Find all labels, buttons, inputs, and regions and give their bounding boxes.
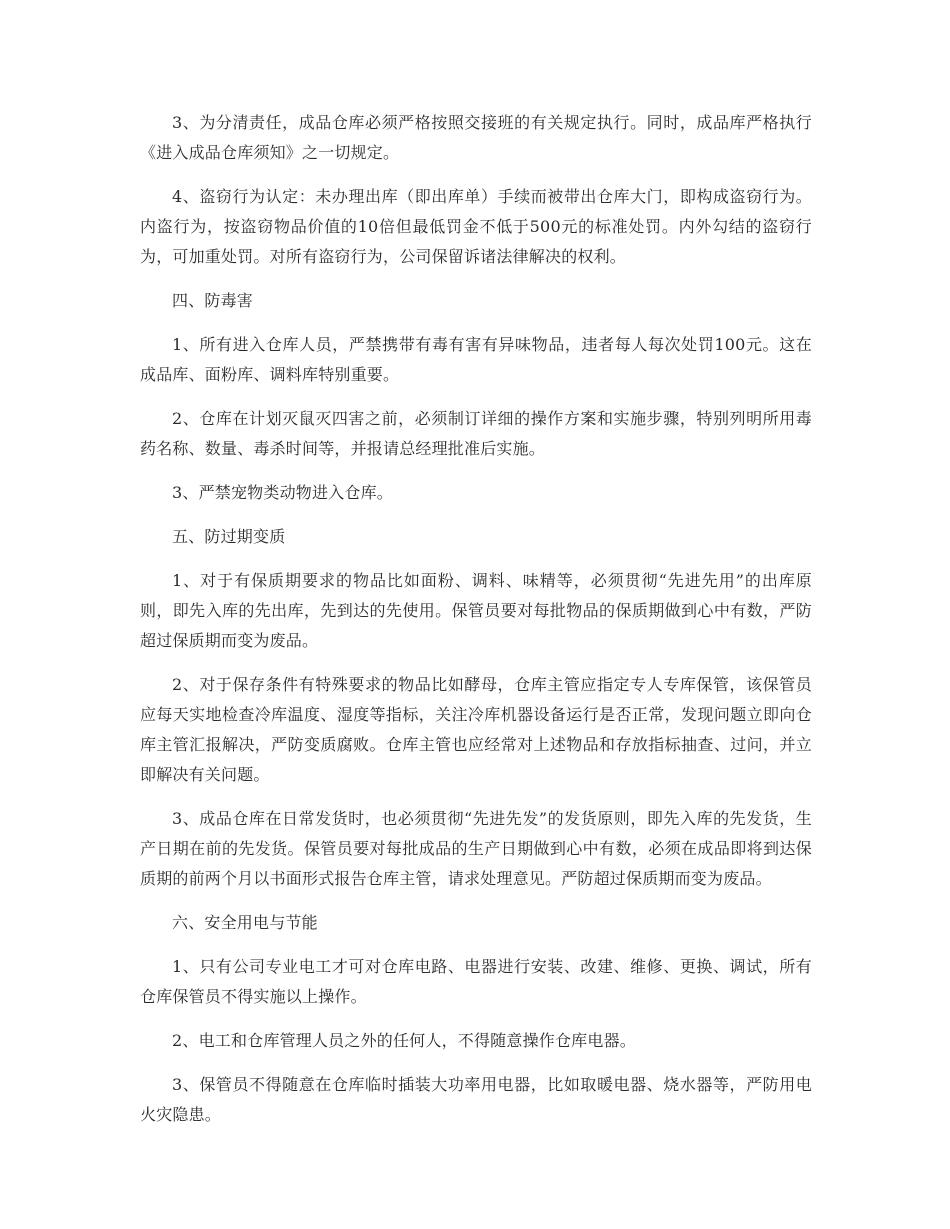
paragraph: 2、仓库在计划灭鼠灭四害之前，必须制订详细的操作方案和实施步骤，特别列明所用毒药名称、数量、毒杀时间等，并报请总经理批准后实施。 [140,409,812,458]
paragraph: 1、对于有保质期要求的物品比如面粉、调料、味精等，必须贯彻“先进先用”的出库原则，即先入库的先出库，先到达的先使用。保管员要对每批物品的保质期做到心中有数，严防超过保质期而变为废品。 [140,571,812,650]
paragraph: 2、对于保存条件有特殊要求的物品比如酵母，仓库主管应指定专人专库保管，该保管员应每天实地检查冷库温度、湿度等指标，关注冷库机器设备运行是否正常，发现问题立即向仓库主管汇报解决，严防变质腐败。仓库主管也应经常对上述物品和存放指标抽查、过问，并立即解决有关问题。 [140,675,812,784]
paragraph: 3、保管员不得随意在仓库临时插装大功率用电器，比如取暖电器、烧水器等，严防用电火灾隐患。 [140,1075,812,1124]
paragraph: 3、严禁宠物类动物进入仓库。 [172,483,393,502]
paragraph: 3、为分清责任，成品仓库必须严格按照交接班的有关规定执行。同时，成品库严格执行《进入成品仓库须知》之一切规定。 [140,113,812,162]
paragraph: 1、所有进入仓库人员，严禁携带有毒有害有异味物品，违者每人每次处罚100元。这在成品库、面粉库、调料库特别重要。 [140,335,812,384]
section-heading: 五、防过期变质 [172,527,286,546]
paragraph: 4、盗窃行为认定：未办理出库（即出库单）手续而被带出仓库大门，即构成盗窃行为。内盗行为，按盗窃物品价值的10倍但最低罚金不低于500元的标准处罚。内外勾结的盗窃行为，可加重处罚。对所有盗窃行为，公司保留诉诸法律解决的权利。 [140,187,812,266]
section-heading: 六、安全用电与节能 [172,913,318,932]
section-heading: 四、防毒害 [172,291,254,310]
paragraph: 2、电工和仓库管理人员之外的任何人，不得随意操作仓库电器。 [172,1031,636,1050]
document-body [140,108,812,1144]
paragraph: 1、只有公司专业电工才可对仓库电路、电器进行安装、改建、维修、更换、调试，所有仓库保管员不得实施以上操作。 [140,957,812,1006]
paragraph: 3、成品仓库在日常发货时，也必须贯彻“先进先发”的发货原则，即先入库的先发货，生产日期在前的先发货。保管员要对每批成品的生产日期做到心中有数，必须在成品即将到达保质期的前两个月以书面形式报告仓库主管，请求处理意见。严防超过保质期而变为废品。 [140,809,812,888]
